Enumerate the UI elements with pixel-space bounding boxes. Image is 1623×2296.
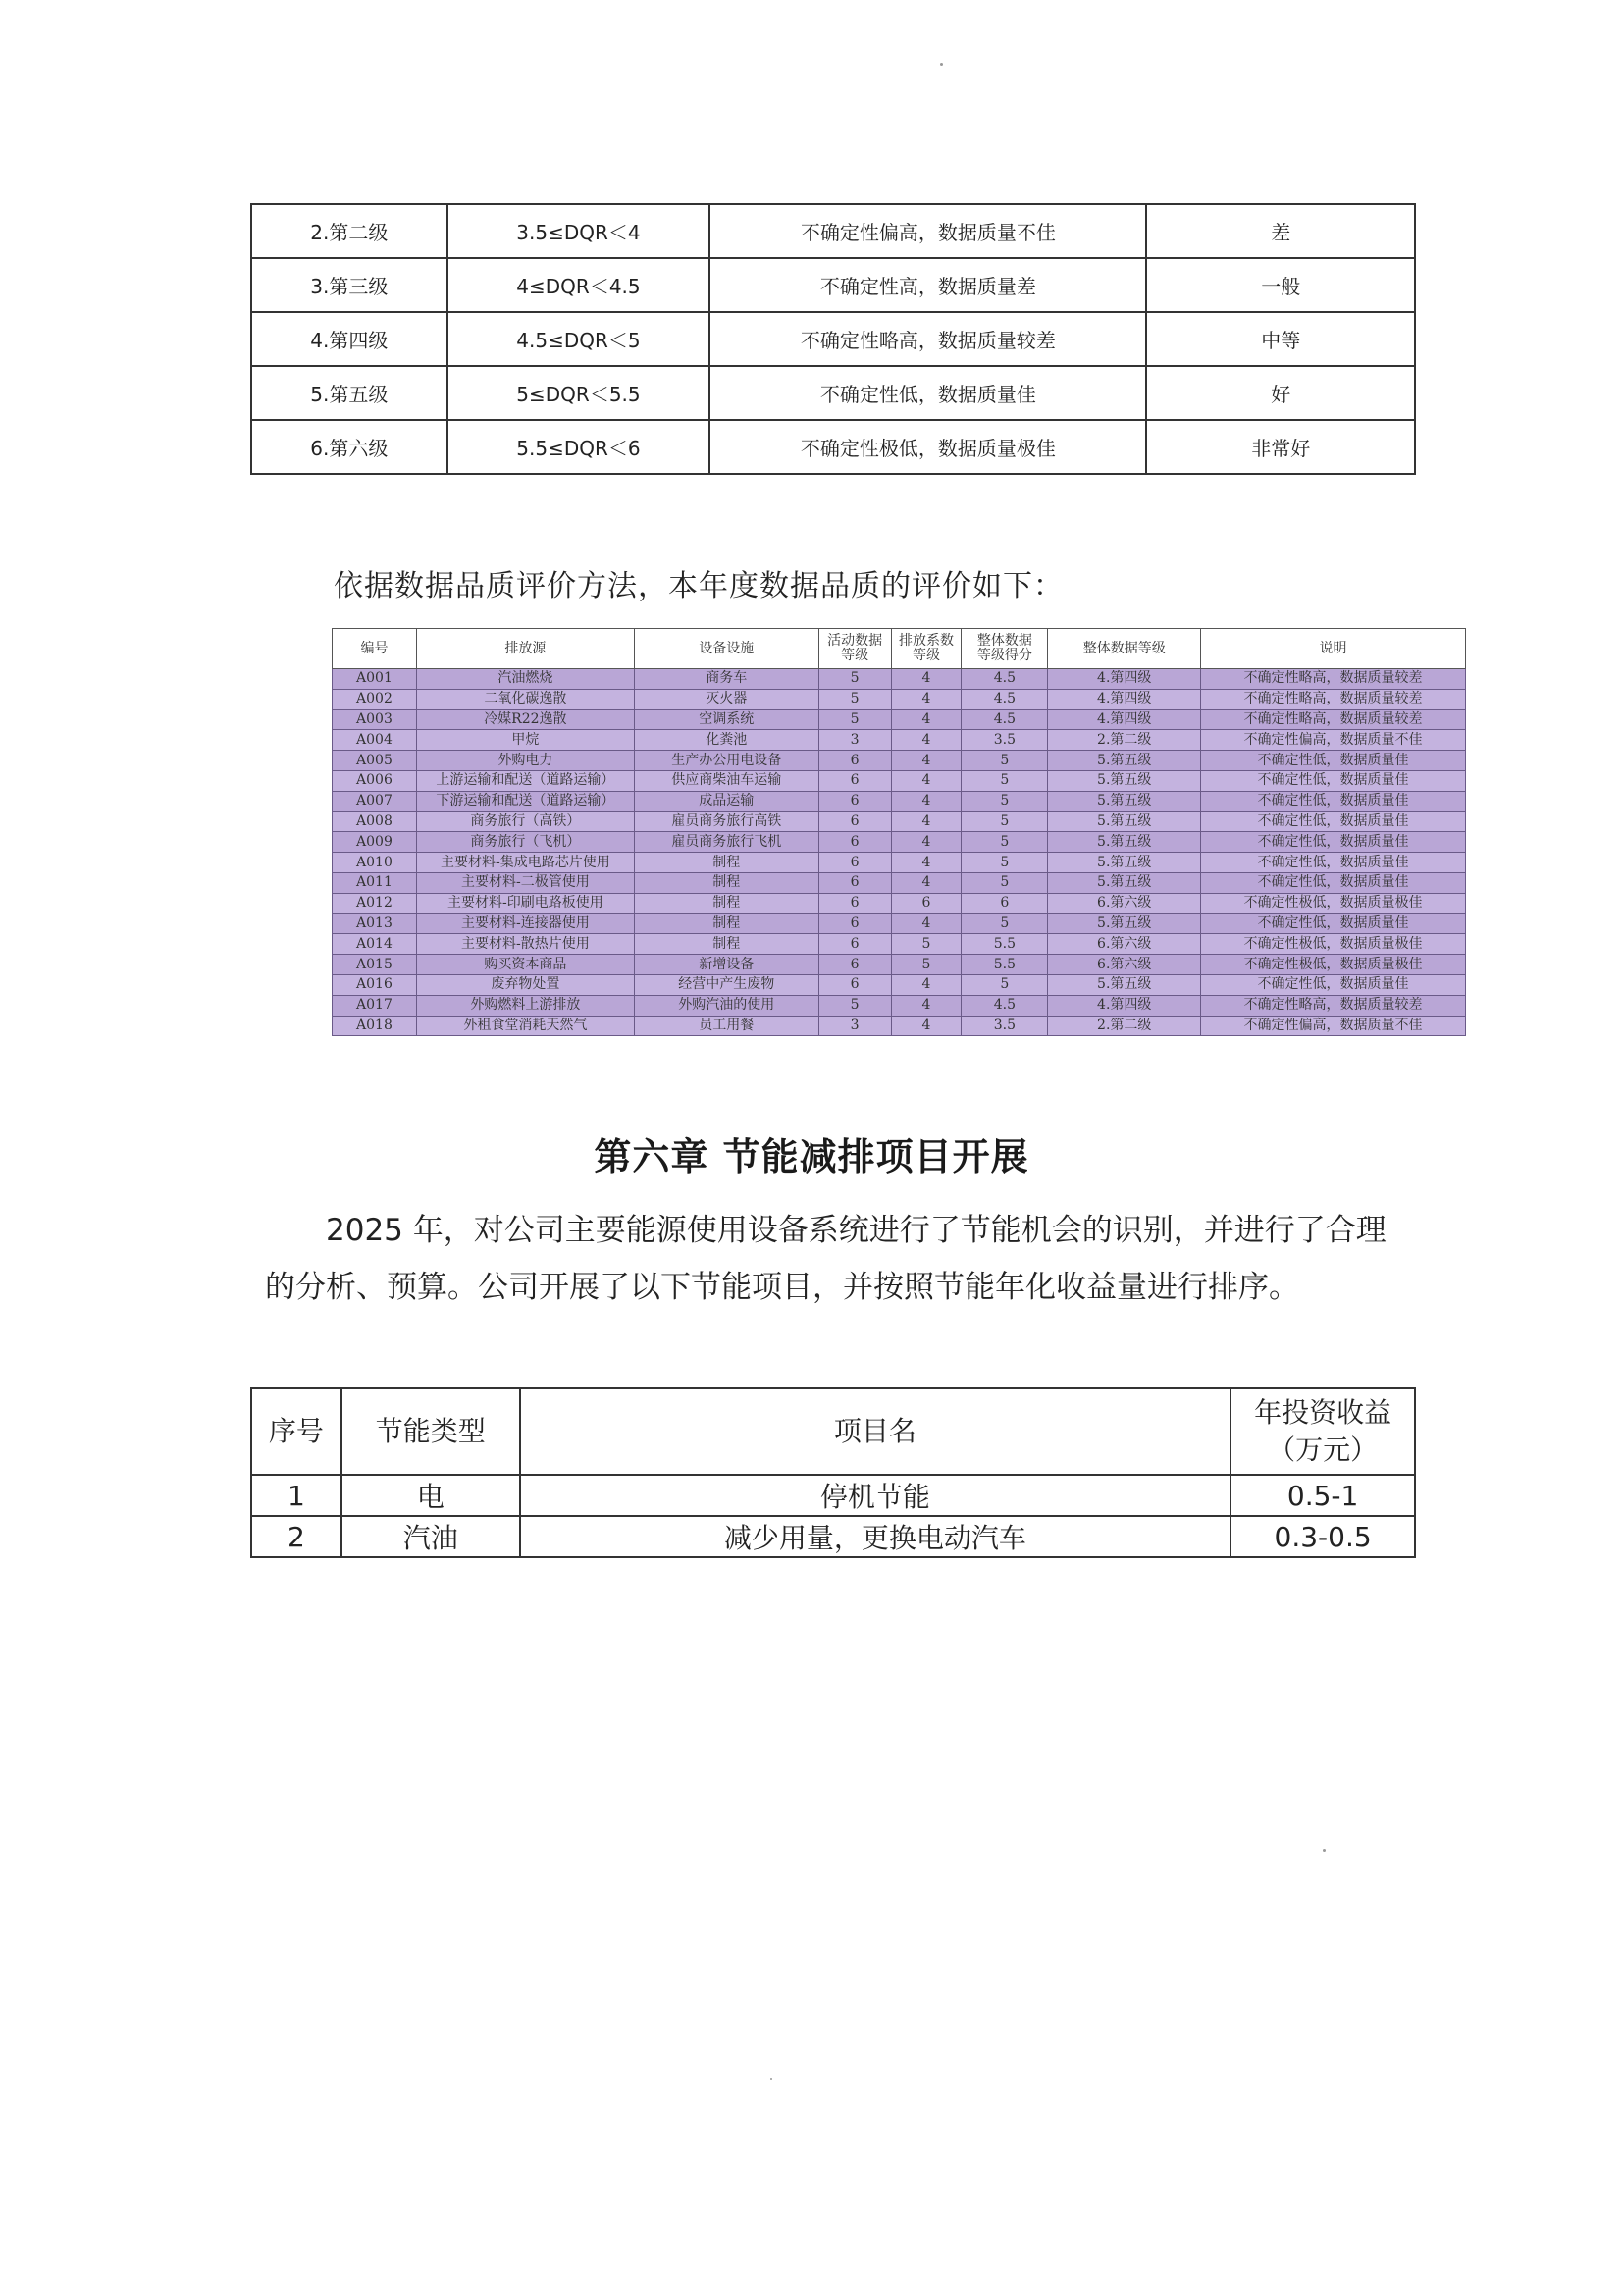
dq-cell-activity: 5	[818, 709, 891, 730]
grade-cell-level: 非常好	[1146, 420, 1415, 474]
grade-row	[251, 258, 1415, 312]
dq-cell-factor: 4	[891, 913, 962, 934]
dq-cell-id: A012	[333, 893, 417, 913]
dq-cell-note: 不确定性低，数据质量佳	[1201, 832, 1466, 853]
dq-cell-level: 5.第五级	[1048, 974, 1201, 995]
grade-cell-range: 3.5≤DQR＜4	[447, 204, 710, 258]
dq-cell-note: 不确定性低，数据质量佳	[1201, 811, 1466, 832]
grade-row	[251, 312, 1415, 366]
dq-cell-id: A004	[333, 730, 417, 751]
grade-cell-grade: 6.第六级	[251, 420, 447, 474]
dq-table-row	[333, 872, 1466, 893]
dq-cell-source: 主要材料-连接器使用	[416, 913, 634, 934]
dq-cell-id: A005	[333, 751, 417, 771]
dq-cell-id: A013	[333, 913, 417, 934]
project-header-income-line2: （万元）	[1268, 1434, 1379, 1466]
project-header-no: 序号	[251, 1388, 341, 1475]
dq-cell-source: 甲烷	[416, 730, 634, 751]
dq-table-row	[333, 832, 1466, 853]
dq-cell-source: 外购燃料上游排放	[416, 995, 634, 1016]
dq-cell-facility: 外购汽油的使用	[634, 995, 818, 1016]
dq-cell-facility: 商务车	[634, 669, 818, 690]
dq-cell-note: 不确定性略高，数据质量较差	[1201, 669, 1466, 690]
project-cell-type: 汽油	[341, 1516, 520, 1557]
dq-cell-level: 4.第四级	[1048, 709, 1201, 730]
dq-cell-activity: 5	[818, 669, 891, 690]
dq-cell-level: 6.第六级	[1048, 955, 1201, 975]
project-cell-income: 0.3-0.5	[1230, 1516, 1415, 1557]
dq-cell-note: 不确定性低，数据质量佳	[1201, 770, 1466, 791]
dq-header-note: 说明	[1201, 629, 1466, 669]
dq-cell-note: 不确定性低，数据质量佳	[1201, 974, 1466, 995]
dq-table-row	[333, 995, 1466, 1016]
dq-table-row	[333, 751, 1466, 771]
dq-cell-activity: 6	[818, 934, 891, 955]
dq-cell-factor: 4	[891, 832, 962, 853]
dq-cell-source: 废弃物处置	[416, 974, 634, 995]
dq-cell-level: 5.第五级	[1048, 853, 1201, 873]
dq-table-row	[333, 669, 1466, 690]
dq-cell-activity: 5	[818, 995, 891, 1016]
dq-table-row	[333, 811, 1466, 832]
dq-cell-facility: 灭火器	[634, 689, 818, 709]
evaluation-intro-text: 依据数据品质评价方法，本年度数据品质的评价如下：	[334, 569, 1064, 603]
grade-cell-grade: 3.第三级	[251, 258, 447, 312]
dq-cell-facility: 雇员商务旅行高铁	[634, 811, 818, 832]
dq-header-factor	[891, 629, 962, 669]
dq-cell-facility: 制程	[634, 913, 818, 934]
dq-cell-note: 不确定性极低，数据质量极佳	[1201, 955, 1466, 975]
dq-cell-factor: 4	[891, 872, 962, 893]
project-cell-no: 1	[251, 1475, 341, 1516]
grade-cell-desc: 不确定性偏高，数据质量不佳	[709, 204, 1146, 258]
scan-speck	[770, 2078, 772, 2080]
dq-cell-score: 5	[962, 872, 1048, 893]
dq-cell-source: 上游运输和配送（道路运输）	[416, 770, 634, 791]
grade-row	[251, 420, 1415, 474]
dq-header-id: 编号	[333, 629, 417, 669]
dq-cell-facility: 制程	[634, 934, 818, 955]
dq-cell-facility: 供应商柴油车运输	[634, 770, 818, 791]
grade-cell-level: 差	[1146, 204, 1415, 258]
dq-cell-id: A018	[333, 1016, 417, 1036]
dq-cell-score: 3.5	[962, 730, 1048, 751]
dq-cell-score: 5.5	[962, 955, 1048, 975]
dq-table-header-row	[333, 629, 1466, 669]
dq-table-row	[333, 709, 1466, 730]
dq-cell-level: 4.第四级	[1048, 689, 1201, 709]
dq-cell-note: 不确定性低，数据质量佳	[1201, 751, 1466, 771]
dq-header-activity-line1: 活动数据	[827, 633, 883, 649]
dq-header-source: 排放源	[416, 629, 634, 669]
dq-cell-factor: 4	[891, 730, 962, 751]
dq-cell-activity: 6	[818, 770, 891, 791]
dq-header-activity-line2: 等级	[841, 648, 869, 663]
dq-table-row	[333, 893, 1466, 913]
dq-cell-score: 5.5	[962, 934, 1048, 955]
dq-cell-source: 主要材料-印刷电路板使用	[416, 893, 634, 913]
dq-cell-activity: 6	[818, 751, 891, 771]
dq-cell-factor: 4	[891, 689, 962, 709]
project-header-income-line1: 年投资收益	[1254, 1396, 1392, 1429]
dq-cell-facility: 新增设备	[634, 955, 818, 975]
project-cell-name: 减少用量，更换电动汽车	[520, 1516, 1231, 1557]
dq-cell-level: 5.第五级	[1048, 751, 1201, 771]
grade-cell-range: 4≤DQR＜4.5	[447, 258, 710, 312]
dq-cell-source: 冷媒R22逸散	[416, 709, 634, 730]
dq-cell-facility: 成品运输	[634, 791, 818, 811]
dq-cell-id: A011	[333, 872, 417, 893]
dq-cell-level: 6.第六级	[1048, 893, 1201, 913]
dq-cell-factor: 4	[891, 853, 962, 873]
dq-cell-facility: 制程	[634, 853, 818, 873]
dq-cell-note: 不确定性极低，数据质量极佳	[1201, 893, 1466, 913]
grade-cell-desc: 不确定性略高，数据质量较差	[709, 312, 1146, 366]
scan-speck	[1323, 1849, 1326, 1852]
dq-cell-level: 5.第五级	[1048, 770, 1201, 791]
dq-cell-score: 6	[962, 893, 1048, 913]
dq-cell-level: 5.第五级	[1048, 832, 1201, 853]
dq-header-factor-line1: 排放系数	[898, 633, 954, 649]
dq-cell-id: A002	[333, 689, 417, 709]
dq-cell-level: 2.第二级	[1048, 730, 1201, 751]
dq-cell-facility: 空调系统	[634, 709, 818, 730]
dq-cell-activity: 6	[818, 955, 891, 975]
dq-cell-level: 5.第五级	[1048, 791, 1201, 811]
dq-cell-factor: 4	[891, 770, 962, 791]
grade-cell-grade: 4.第四级	[251, 312, 447, 366]
dq-cell-source: 商务旅行（飞机）	[416, 832, 634, 853]
project-cell-name: 停机节能	[520, 1475, 1231, 1516]
dq-cell-id: A006	[333, 770, 417, 791]
dq-cell-activity: 6	[818, 791, 891, 811]
dq-cell-level: 2.第二级	[1048, 1016, 1201, 1036]
dq-cell-level: 5.第五级	[1048, 872, 1201, 893]
project-cell-income: 0.5-1	[1230, 1475, 1415, 1516]
project-row	[251, 1516, 1415, 1557]
grade-cell-grade: 2.第二级	[251, 204, 447, 258]
dq-cell-facility: 制程	[634, 872, 818, 893]
project-cell-no: 2	[251, 1516, 341, 1557]
project-table-body	[251, 1475, 1415, 1557]
dq-cell-note: 不确定性极低，数据质量极佳	[1201, 934, 1466, 955]
grade-cell-range: 5≤DQR＜5.5	[447, 366, 710, 420]
grade-row	[251, 366, 1415, 420]
dq-header-score	[962, 629, 1048, 669]
dq-cell-facility: 经营中产生废物	[634, 974, 818, 995]
dq-table-row	[333, 934, 1466, 955]
dq-cell-level: 6.第六级	[1048, 934, 1201, 955]
dq-cell-level: 4.第四级	[1048, 669, 1201, 690]
dq-cell-note: 不确定性偏高，数据质量不佳	[1201, 1016, 1466, 1036]
grade-cell-grade: 5.第五级	[251, 366, 447, 420]
dq-header-score-line1: 整体数据	[976, 633, 1032, 649]
dq-table-row	[333, 1016, 1466, 1036]
dq-cell-level: 5.第五级	[1048, 913, 1201, 934]
dq-cell-factor: 4	[891, 669, 962, 690]
dq-cell-factor: 4	[891, 995, 962, 1016]
project-header-name: 项目名	[520, 1388, 1231, 1475]
dq-cell-level: 5.第五级	[1048, 811, 1201, 832]
dq-header-factor-line2: 等级	[912, 648, 940, 663]
dq-table-row	[333, 770, 1466, 791]
dq-cell-factor: 4	[891, 751, 962, 771]
dq-cell-factor: 5	[891, 955, 962, 975]
dq-cell-factor: 4	[891, 974, 962, 995]
dq-cell-score: 4.5	[962, 669, 1048, 690]
dq-cell-facility: 生产办公用电设备	[634, 751, 818, 771]
dq-cell-note: 不确定性略高，数据质量较差	[1201, 709, 1466, 730]
dq-table-body	[333, 669, 1466, 1036]
dq-cell-id: A008	[333, 811, 417, 832]
dq-cell-note: 不确定性低，数据质量佳	[1201, 853, 1466, 873]
dq-cell-activity: 6	[818, 974, 891, 995]
dq-cell-factor: 4	[891, 1016, 962, 1036]
dq-cell-source: 汽油燃烧	[416, 669, 634, 690]
dq-cell-id: A003	[333, 709, 417, 730]
dq-cell-activity: 3	[818, 1016, 891, 1036]
dq-cell-score: 4.5	[962, 709, 1048, 730]
dq-table-row	[333, 955, 1466, 975]
dq-cell-activity: 6	[818, 853, 891, 873]
dq-table-row	[333, 730, 1466, 751]
dq-cell-source: 主要材料-集成电路芯片使用	[416, 853, 634, 873]
dq-cell-level: 4.第四级	[1048, 995, 1201, 1016]
project-header-type: 节能类型	[341, 1388, 520, 1475]
chapter-paragraph: 2025 年，对公司主要能源使用设备系统进行了节能机会的识别，并进行了合理的分析、预算。公司开展了以下节能项目，并按照节能年化收益量进行排序。	[265, 1213, 1387, 1305]
dq-cell-activity: 6	[818, 811, 891, 832]
grade-cell-desc: 不确定性高，数据质量差	[709, 258, 1146, 312]
scan-speck	[940, 63, 943, 66]
dq-cell-facility: 员工用餐	[634, 1016, 818, 1036]
dq-cell-score: 4.5	[962, 689, 1048, 709]
grade-cell-level: 中等	[1146, 312, 1415, 366]
grade-cell-desc: 不确定性极低，数据质量极佳	[709, 420, 1146, 474]
dq-cell-score: 3.5	[962, 1016, 1048, 1036]
dq-table-row	[333, 853, 1466, 873]
grade-cell-level: 好	[1146, 366, 1415, 420]
dq-header-activity	[818, 629, 891, 669]
energy-saving-project-table	[250, 1387, 1416, 1558]
project-cell-type: 电	[341, 1475, 520, 1516]
dq-cell-source: 商务旅行（高铁）	[416, 811, 634, 832]
dq-table-row	[333, 913, 1466, 934]
dq-cell-source: 主要材料-二极管使用	[416, 872, 634, 893]
dq-cell-id: A010	[333, 853, 417, 873]
dq-cell-source: 购买资本商品	[416, 955, 634, 975]
dq-cell-source: 二氧化碳逸散	[416, 689, 634, 709]
dq-cell-id: A015	[333, 955, 417, 975]
dq-cell-score: 5	[962, 791, 1048, 811]
grade-cell-desc: 不确定性低，数据质量佳	[709, 366, 1146, 420]
dq-cell-score: 5	[962, 811, 1048, 832]
chapter-title: 第六章 节能减排项目开展	[594, 1135, 1029, 1178]
project-header-income	[1230, 1388, 1415, 1475]
dq-cell-score: 5	[962, 853, 1048, 873]
dqr-grade-table-body	[251, 204, 1415, 474]
dq-cell-id: A009	[333, 832, 417, 853]
dq-cell-id: A007	[333, 791, 417, 811]
dq-cell-source: 主要材料-散热片使用	[416, 934, 634, 955]
dq-header-facility: 设备设施	[634, 629, 818, 669]
project-table-header-row	[251, 1388, 1415, 1475]
dq-cell-score: 5	[962, 832, 1048, 853]
dq-cell-id: A001	[333, 669, 417, 690]
project-row	[251, 1475, 1415, 1516]
dq-cell-id: A014	[333, 934, 417, 955]
dq-cell-score: 5	[962, 751, 1048, 771]
dq-cell-score: 5	[962, 770, 1048, 791]
dq-cell-facility: 制程	[634, 893, 818, 913]
dq-table-row	[333, 974, 1466, 995]
dq-cell-score: 4.5	[962, 995, 1048, 1016]
dq-cell-facility: 化粪池	[634, 730, 818, 751]
dq-cell-factor: 4	[891, 811, 962, 832]
dq-cell-activity: 6	[818, 832, 891, 853]
dq-cell-note: 不确定性低，数据质量佳	[1201, 872, 1466, 893]
dq-cell-score: 5	[962, 913, 1048, 934]
dq-cell-id: A017	[333, 995, 417, 1016]
dq-cell-factor: 6	[891, 893, 962, 913]
dq-cell-note: 不确定性低，数据质量佳	[1201, 791, 1466, 811]
dqr-grade-table	[250, 203, 1416, 475]
dq-cell-note: 不确定性略高，数据质量较差	[1201, 689, 1466, 709]
grade-row	[251, 204, 1415, 258]
dq-cell-note: 不确定性低，数据质量佳	[1201, 913, 1466, 934]
dq-cell-id: A016	[333, 974, 417, 995]
dq-cell-activity: 6	[818, 893, 891, 913]
dq-cell-activity: 5	[818, 689, 891, 709]
dq-cell-source: 下游运输和配送（道路运输）	[416, 791, 634, 811]
dq-cell-activity: 6	[818, 872, 891, 893]
dq-cell-factor: 5	[891, 934, 962, 955]
dq-table-row	[333, 791, 1466, 811]
dq-cell-facility: 雇员商务旅行飞机	[634, 832, 818, 853]
grade-cell-range: 5.5≤DQR＜6	[447, 420, 710, 474]
dq-cell-factor: 4	[891, 791, 962, 811]
dq-cell-activity: 3	[818, 730, 891, 751]
dq-cell-note: 不确定性略高，数据质量较差	[1201, 995, 1466, 1016]
grade-cell-level: 一般	[1146, 258, 1415, 312]
dq-cell-note: 不确定性偏高，数据质量不佳	[1201, 730, 1466, 751]
dq-table-row	[333, 689, 1466, 709]
dq-cell-activity: 6	[818, 913, 891, 934]
data-quality-evaluation-table	[332, 628, 1466, 1036]
grade-cell-range: 4.5≤DQR＜5	[447, 312, 710, 366]
dq-header-overall: 整体数据等级	[1048, 629, 1201, 669]
dq-header-score-line2: 等级得分	[976, 648, 1032, 663]
dq-cell-source: 外购电力	[416, 751, 634, 771]
dq-cell-source: 外租食堂消耗天然气	[416, 1016, 634, 1036]
dq-cell-score: 5	[962, 974, 1048, 995]
dq-cell-factor: 4	[891, 709, 962, 730]
